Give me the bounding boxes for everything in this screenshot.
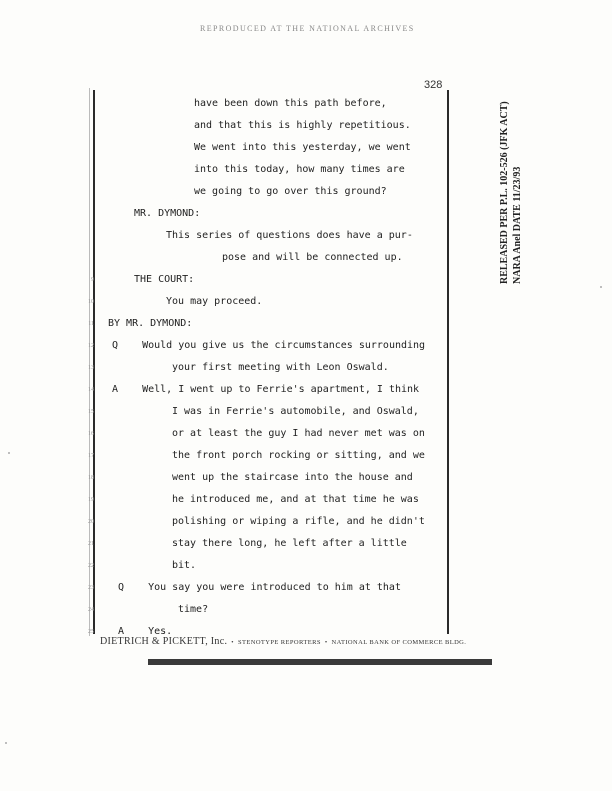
line-number: 22 <box>88 563 94 569</box>
footer-bullet: • <box>231 639 234 646</box>
line-number: 24 <box>88 607 94 613</box>
transcript-line: time? <box>178 604 209 615</box>
page-number: 328 <box>424 79 443 91</box>
speaker-label: THE COURT: <box>134 274 195 285</box>
transcript-line: have been down this path before, <box>194 98 387 109</box>
line-number: 19 <box>88 497 94 503</box>
line-number: 10 <box>88 299 94 305</box>
scan-speck <box>600 286 602 288</box>
transcript-line: stay there long, he left after a little <box>172 538 407 549</box>
line-number: 11 <box>88 321 94 327</box>
transcript-line: your first meeting with Leon Oswald. <box>172 362 389 373</box>
line-number: 25 <box>88 629 94 635</box>
line-number: 21 <box>88 541 94 547</box>
bank-building-label: NATIONAL BANK OF COMMERCE BLDG. <box>331 639 467 646</box>
answer-line: A Well, I went up to Ferrie's apartment, I think <box>112 384 420 395</box>
transcript-line: This series of questions does have a pur- <box>166 230 413 241</box>
line-number: 17 <box>88 453 94 459</box>
reporters-label: STENOTYPE REPORTERS <box>237 639 321 646</box>
reporter-footer <box>100 631 466 649</box>
line-number: 13 <box>88 365 94 371</box>
transcript-line: he introduced me, and at that time he was <box>172 494 419 505</box>
line-number: 12 <box>88 343 94 349</box>
speaker-label: MR. DYMOND: <box>134 208 201 219</box>
line-number: 9 <box>91 277 94 283</box>
scan-speck <box>5 742 7 744</box>
archive-header: REPRODUCED AT THE NATIONAL ARCHIVES <box>200 24 415 33</box>
scan-speck <box>8 452 10 454</box>
answer-line: A Yes. <box>118 626 173 637</box>
release-stamp-line: RELEASED PER P.L. 102-526 (JFK ACT) <box>499 101 510 284</box>
transcript-line: the front porch rocking or sitting, and we <box>172 450 425 461</box>
line-number: 18 <box>88 475 94 481</box>
footer-bullet: • <box>324 639 328 646</box>
question-line: Q You say you were introduced to him at that <box>118 582 401 593</box>
line-number: 14 <box>88 387 94 393</box>
transcript-line: polishing or wiping a rifle, and he didn't <box>172 516 425 527</box>
speaker-label: BY MR. DYMOND: <box>108 318 193 329</box>
release-stamp-line: NARA Anel DATE 11/23/93 <box>512 166 523 284</box>
transcript-line: and that this is highly repetitious. <box>194 120 411 131</box>
transcript-line: You may proceed. <box>166 296 263 307</box>
transcript-line: pose and will be connected up. <box>222 252 403 263</box>
transcript-line: We went into this yesterday, we went <box>194 142 411 153</box>
transcript-line: or at least the guy I had never met was on <box>172 428 425 439</box>
transcript-line: I was in Ferrie's automobile, and Oswald, <box>172 406 419 417</box>
line-number: 23 <box>88 585 94 591</box>
line-number: 15 <box>88 409 94 415</box>
line-number: 20 <box>88 519 94 525</box>
release-stamp <box>498 101 524 284</box>
transcript-line: we going to go over this ground? <box>194 186 387 197</box>
firm-name: DIETRICH & PICKETT, Inc. <box>100 636 228 647</box>
transcript-line: into this today, how many times are <box>194 164 405 175</box>
footer-bar <box>148 659 492 665</box>
transcript-line: went up the staircase into the house and <box>172 472 413 483</box>
question-line: Q Would you give us the circumstances surrounding <box>112 340 426 351</box>
transcript-line: bit. <box>172 560 197 571</box>
line-number: 16 <box>88 431 94 437</box>
